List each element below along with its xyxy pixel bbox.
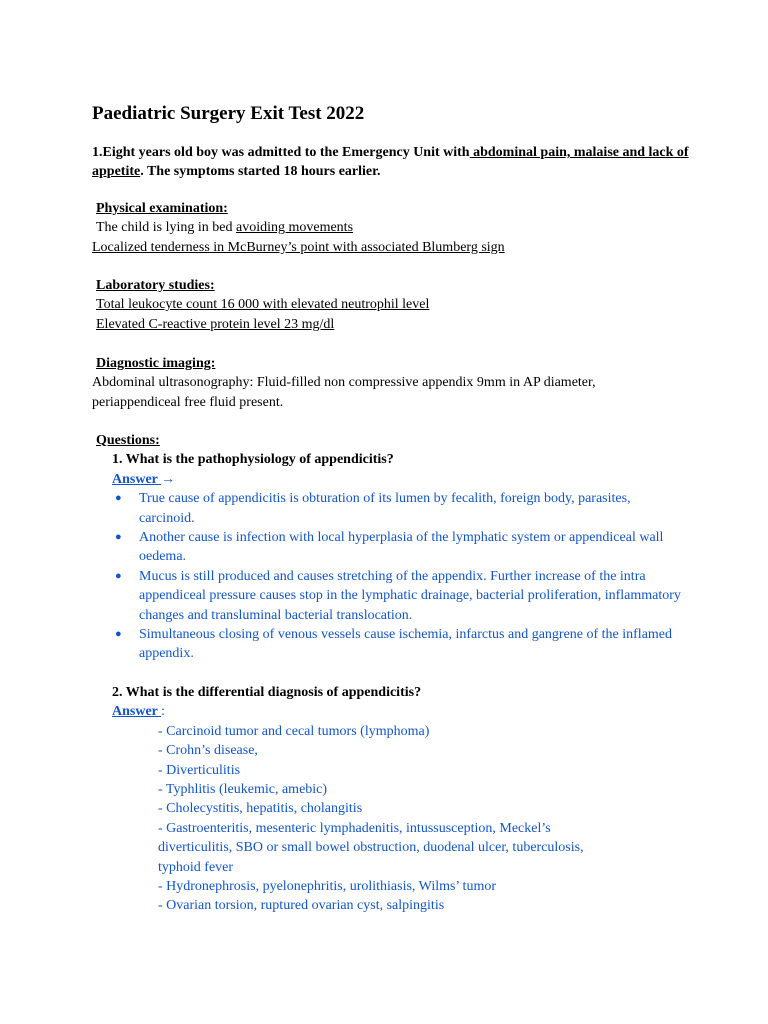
answer-colon: : [161,704,166,720]
physical-line1: The child is lying in bed [96,220,236,236]
list-item: - Typhlitis (leukemic, amebic) [158,782,328,798]
questions-section [92,431,682,664]
imaging-text: Abdominal ultrasonography: Fluid-filled non compressive appendix 9mm in AP diameter, periappendiceal free fluid present. [92,375,596,410]
list-item: ● Another cause is infection with local hyperplasia of the lymphatic system or appendiceal wall oedema. [92,528,682,567]
questions-heading: Questions: [96,433,160,448]
question-2-title: 2. What is the differential diagnosis of appendicitis? [112,685,422,700]
laboratory-section [92,276,692,334]
list-item: - Crohn’s disease, [158,743,258,759]
labs-heading: Laboratory studies: [96,278,215,293]
list-item: - Diverticulitis [158,762,241,778]
case-intro: 1.Eight years old boy was admitted to the Emergency Unit with [92,145,470,160]
physical-examination-section [92,199,692,257]
question-1-title: 1. What is the pathophysiology of appendicitis? [112,452,394,468]
list-item: - Cholecystitis, hepatitis, cholangitis [158,801,363,817]
physical-heading: Physical examination: [96,201,228,216]
imaging-section [92,354,672,412]
list-item: ● True cause of appendicitis is obturation of its lumen by fecalith, foreign body, parasites, carcinoid. [92,489,682,528]
labs-line2: Elevated C-reactive protein level 23 mg/dl [96,316,335,332]
physical-line1-underlined: avoiding movements [235,220,354,236]
differential-diagnosis-list [92,722,692,916]
question-1-answer-label [92,470,682,489]
arrow-right-icon: → [161,471,176,487]
list-item: - Ovarian torsion, ruptured ovarian cyst, salpingitis [158,898,445,914]
case-onset: . The symptoms started 18 hours earlier. [140,164,381,180]
list-item: - Hydronephrosis, pyelonephritis, urolithiasis, Wilms’ tumor [158,879,496,895]
question-2-answer-label [92,702,692,721]
question-2-section [92,683,692,916]
case-presentation [92,143,692,182]
physical-line2: Localized tenderness in McBurney’s point with associated Blumberg sign [92,239,505,255]
list-item: ● Mucus is still produced and causes stretching of the appendix. Further increase of the intra appendiceal pressure causes stop in the lymphatic drainage, bacterial proliferation, inflammatory changes and transluminal bacterial translocation. [92,567,682,625]
case-symptoms: abdominal pain, malaise and lack of appetite [92,145,689,180]
answer-link[interactable]: Answer [112,471,162,487]
labs-line1: Total leukocyte count 16 000 with elevated neutrophil level [96,297,430,313]
list-item: typhoid fever [158,859,234,875]
document-title: Paediatric Surgery Exit Test 2022 [92,103,365,124]
imaging-heading: Diagnostic imaging: [96,356,216,371]
list-item: ● Simultaneous closing of venous vessels cause ischemia, infarctus and gangrene of the inflamed appendix. [92,625,682,664]
list-item: - Gastroenteritis, mesenteric lymphadenitis, intussusception, Meckel’s [158,820,551,836]
question-1-answer-list [92,489,682,664]
list-item: - Carcinoid tumor and cecal tumors (lymphoma) [158,723,430,739]
list-item: diverticulitis, SBO or small bowel obstruction, duodenal ulcer, tuberculosis, [158,840,584,856]
answer-link[interactable]: Answer [112,704,162,720]
